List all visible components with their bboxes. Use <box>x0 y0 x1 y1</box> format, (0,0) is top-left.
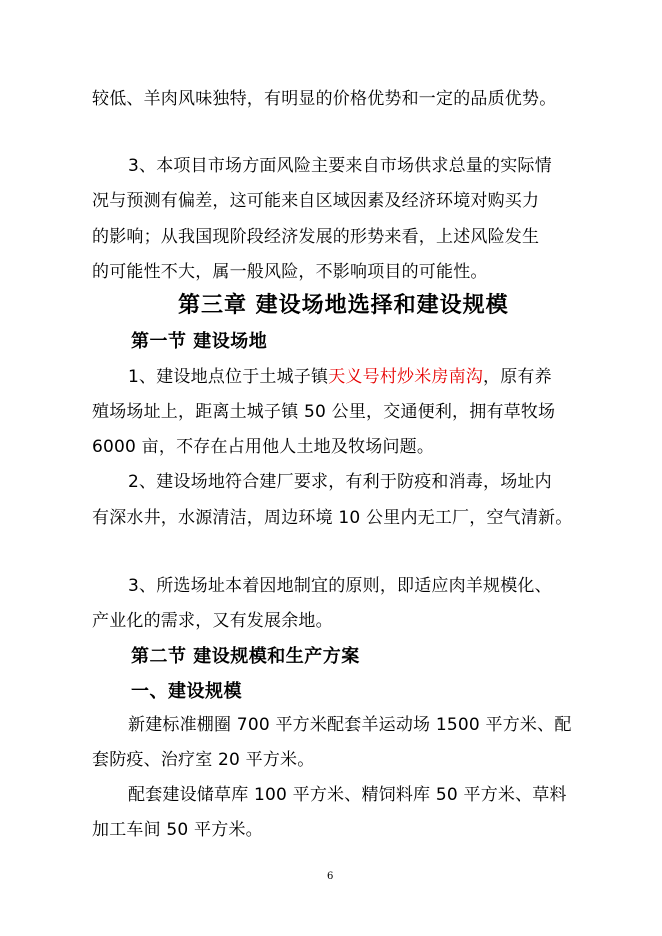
highlighted-location: 天义号村炒米房南沟 <box>328 367 484 387</box>
paragraph-line: 的影响；从我国现阶段经济发展的形势来看，上述风险发生 <box>92 227 540 247</box>
paragraph-line: 套防疫、治疗室 20 平方米。 <box>92 750 315 770</box>
paragraph-line: 配套建设储草库 100 平方米、精饲料库 50 平方米、草料 <box>128 785 567 805</box>
section-title: 第一节 建设场地 <box>131 331 268 352</box>
text-run: 1、建设地点位于土城子镇 <box>128 367 329 387</box>
paragraph-line: 加工车间 50 平方米。 <box>92 820 263 840</box>
paragraph-line: 产业化的需求，又有发展余地。 <box>92 611 333 631</box>
paragraph-line: 较低、羊肉风味独特，有明显的价格优势和一定的品质优势。 <box>92 89 557 109</box>
paragraph-line: 6000 亩，不存在占用他人土地及牧场问题。 <box>92 437 435 457</box>
paragraph-line: 3、所选场址本着因地制宜的原则，即适应肉羊规模化、 <box>128 576 552 596</box>
paragraph-line: 况与预测有偏差，这可能来自区域因素及经济环境对购买力 <box>92 191 540 211</box>
text-run: ，原有养 <box>483 367 552 387</box>
paragraph-line: 有深水井，水源清洁，周边环境 10 公里内无工厂，空气清新。 <box>92 508 573 528</box>
paragraph-line: 2、建设场地符合建厂要求，有利于防疫和消毒，场址内 <box>128 472 552 492</box>
section-title: 第二节 建设规模和生产方案 <box>131 646 360 667</box>
subsection-title: 一、建设规模 <box>131 681 242 702</box>
paragraph-line: 3、本项目市场方面风险主要来自市场供求总量的实际情 <box>128 156 552 176</box>
paragraph-line: 殖场场址上，距离土城子镇 50 公里，交通便利，拥有草牧场 <box>92 402 556 422</box>
paragraph-line <box>128 365 552 389</box>
paragraph-line: 的可能性不大，属一般风险，不影响项目的可能性。 <box>92 262 488 282</box>
chapter-title: 第三章 建设场地选择和建设规模 <box>178 292 509 318</box>
page-number: 6 <box>327 871 334 882</box>
paragraph-line: 新建标准棚圈 700 平方米配套羊运动场 1500 平方米、配 <box>128 715 572 735</box>
